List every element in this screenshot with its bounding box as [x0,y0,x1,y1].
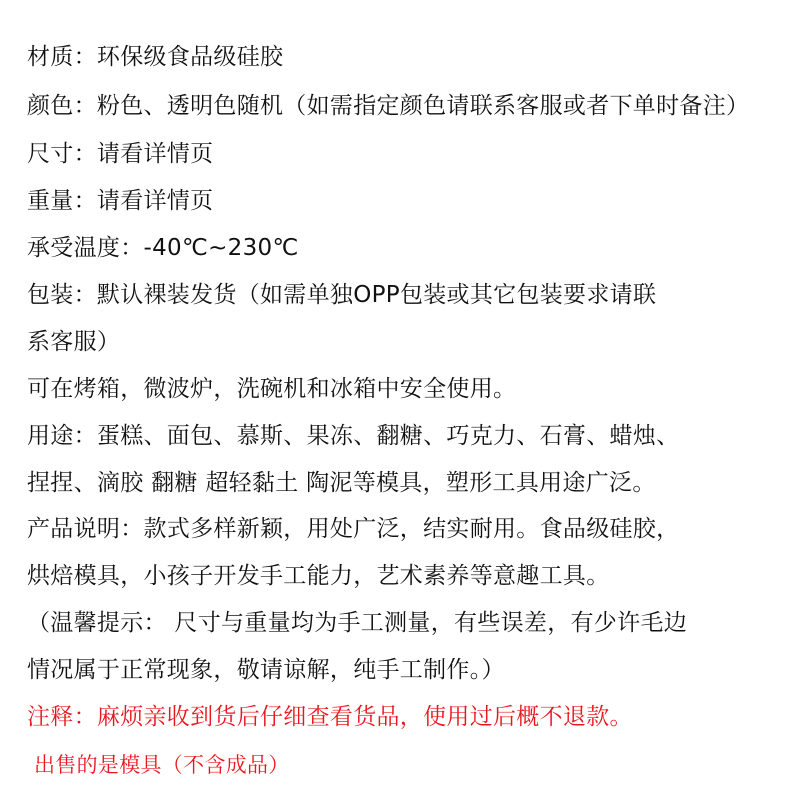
packaging-line-continued: 系客服） [27,329,121,355]
color-line: 颜色：粉色、透明色随机（如需指定颜色请联系客服或者下单时备注） [27,93,750,119]
temperature-line: 承受温度：-40℃~230℃ [27,235,299,261]
size-line: 尺寸：请看详情页 [27,141,214,167]
weight-line: 重量：请看详情页 [27,188,214,214]
product-notes-line: 产品说明：款式多样新颖，用处广泛，结实耐用。食品级硅胶， [27,516,680,542]
sale-notice-line: 出售的是模具（不含成品） [34,753,290,777]
uses-line: 用途：蛋糕、面包、慕斯、果冻、翻糖、巧克力、石膏、蜡烛、 [27,423,680,449]
packaging-line: 包装：默认裸装发货（如需单独OPP包装或其它包装要求请联 [27,282,657,308]
material-line: 材质：环保级食品级硅胶 [27,44,284,70]
usage-safety-line: 可在烤箱，微波炉，洗碗机和冰箱中安全使用。 [27,376,517,402]
uses-line-continued: 捏捏、滴胶 翻糖 超轻黏土 陶泥等模具，塑形工具用途广泛。 [27,470,656,496]
reminder-line-continued: 情况属于正常现象，敬请谅解，纯手工制作。） [27,657,505,683]
product-notes-line-continued: 烘焙模具，小孩子开发手工能力，艺术素养等意趣工具。 [27,563,610,589]
notice-line: 注释：麻烦亲收到货后仔细查看货品，使用过后概不退款。 [27,704,633,730]
reminder-line: （温馨提示： 尺寸与重量均为手工测量，有些误差，有少许毛边 [27,610,688,636]
